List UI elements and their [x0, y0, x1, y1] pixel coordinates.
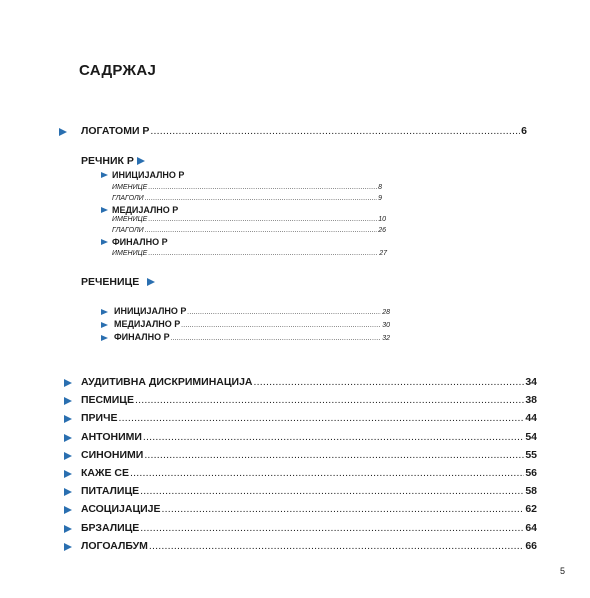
bullet-arrow-icon	[64, 543, 72, 551]
bullet-arrow-icon	[147, 278, 155, 286]
toc-entry-main[interactable]	[81, 503, 537, 515]
toc-entry-page: 38	[525, 394, 537, 406]
toc-entry-label: ИНИЦИЈАЛНО Р	[112, 170, 185, 180]
bullet-arrow-icon	[101, 335, 108, 341]
toc-entry-medijalno-glagoli[interactable]	[112, 227, 386, 234]
toc-entry-label: ИНИЦИЈАЛНО Р	[114, 306, 187, 316]
bullet-arrow-icon	[64, 397, 72, 405]
toc-entry-label: ГЛАГОЛИ	[112, 195, 144, 202]
section-heading-label: РЕЧЕНИЦЕ	[81, 276, 140, 288]
toc-entry-label: КАЖЕ СЕ	[81, 467, 129, 479]
toc-entry-page: 8	[378, 184, 382, 191]
leader-dots	[144, 449, 524, 461]
page-number: 5	[560, 566, 566, 576]
leader-dots	[148, 216, 377, 223]
bullet-arrow-icon	[59, 128, 67, 136]
toc-entry-label: ИМЕНИЦЕ	[112, 184, 148, 191]
toc-entry-label: АНТОНИМИ	[81, 431, 142, 443]
bullet-arrow-icon	[64, 452, 72, 460]
toc-entry-page: 34	[525, 376, 537, 388]
toc-entry-label: АСОЦИЈАЦИЈЕ	[81, 503, 161, 515]
toc-entry-label: БРЗАЛИЦЕ	[81, 522, 140, 534]
toc-entry-page: 55	[525, 449, 537, 461]
toc-entry-main[interactable]	[81, 540, 537, 552]
toc-entry-main[interactable]	[81, 485, 537, 497]
bullet-arrow-icon	[64, 434, 72, 442]
leader-dots	[149, 540, 524, 552]
toc-entry-label: ЛОГАТОМИ Р	[81, 125, 150, 137]
bullet-arrow-icon	[101, 239, 108, 245]
bullet-arrow-icon	[64, 470, 72, 478]
toc-entry-page: 10	[378, 216, 386, 223]
toc-entry-label: ПРИЧЕ	[81, 412, 118, 424]
toc-entry-main[interactable]	[81, 412, 537, 424]
toc-entry-page: 64	[525, 522, 537, 534]
toc-entry-page: 27	[379, 250, 387, 257]
leader-dots	[145, 227, 378, 234]
section-heading-recenice[interactable]	[81, 276, 155, 288]
toc-entry-label: АУДИТИВНА ДИСКРИМИНАЦИЈА	[81, 376, 253, 388]
toc-entry-page: 66	[525, 540, 537, 552]
toc-entry-label: ГЛАГОЛИ	[112, 227, 144, 234]
leader-dots	[148, 250, 378, 257]
leader-dots	[187, 309, 381, 316]
toc-entry-page: 6	[521, 125, 527, 137]
bullet-arrow-icon	[101, 309, 108, 315]
toc-entry-main[interactable]	[81, 449, 537, 461]
toc-entry-page: 30	[382, 322, 390, 329]
toc-entry-label: ЛОГОАЛБУМ	[81, 540, 148, 552]
toc-entry-main[interactable]	[81, 522, 537, 534]
toc-entry-label: ФИНАЛНО Р	[112, 237, 168, 247]
bullet-arrow-icon	[64, 415, 72, 423]
leader-dots	[130, 467, 524, 479]
section-heading-recnik[interactable]	[81, 155, 145, 167]
bullet-arrow-icon	[64, 525, 72, 533]
leader-dots	[145, 195, 377, 202]
toc-entry-page: 26	[378, 227, 386, 234]
toc-entry-label: ФИНАЛНО Р	[114, 332, 170, 342]
toc-entry-page: 54	[525, 431, 537, 443]
toc-entry-label: МЕДИЈАЛНО Р	[114, 319, 181, 329]
toc-entry-recenice-medijalno[interactable]	[114, 319, 390, 329]
toc-entry-recenice-finalno[interactable]	[114, 332, 390, 342]
toc-entry-label: ИМЕНИЦЕ	[112, 250, 148, 257]
toc-entry-page: 44	[525, 412, 537, 424]
toc-entry-page: 56	[525, 467, 537, 479]
leader-dots	[254, 376, 525, 388]
toc-entry-medijalno-imenice[interactable]	[112, 216, 386, 223]
toc-entry-label: ИМЕНИЦЕ	[112, 216, 148, 223]
bullet-arrow-icon	[101, 207, 108, 213]
toc-entry-page: 62	[525, 503, 537, 515]
toc-entry-recenice-inicijalno[interactable]	[114, 306, 390, 316]
toc-entry-main[interactable]	[81, 376, 537, 388]
bullet-arrow-icon	[137, 157, 145, 165]
section-heading-label: РЕЧНИК Р	[81, 155, 134, 167]
toc-entry-main[interactable]	[81, 431, 537, 443]
toc-entry-finalno-imenice[interactable]	[112, 250, 387, 257]
toc-subheading-inicijalno[interactable]	[112, 170, 184, 180]
leader-dots	[135, 394, 524, 406]
bullet-arrow-icon	[101, 322, 108, 328]
leader-dots	[140, 485, 524, 497]
bullet-arrow-icon	[101, 172, 108, 178]
leader-dots	[150, 125, 520, 137]
leader-dots	[140, 522, 524, 534]
toc-entry-label: ПЕСМИЦЕ	[81, 394, 134, 406]
leader-dots	[162, 503, 525, 515]
page-title: САДРЖАЈ	[79, 62, 157, 79]
toc-entry-inicijalno-imenice[interactable]	[112, 184, 382, 191]
leader-dots	[181, 322, 381, 329]
toc-entry-label: ПИТАЛИЦЕ	[81, 485, 140, 497]
leader-dots	[148, 184, 377, 191]
bullet-arrow-icon	[64, 506, 72, 514]
toc-entry-main[interactable]	[81, 394, 537, 406]
toc-entry-page: 9	[378, 195, 382, 202]
toc-entry-page: 32	[382, 335, 390, 342]
toc-entry-logatomi[interactable]	[81, 125, 527, 137]
bullet-arrow-icon	[64, 488, 72, 496]
leader-dots	[118, 412, 524, 424]
toc-entry-inicijalno-glagoli[interactable]	[112, 195, 382, 202]
toc-entry-page: 28	[382, 309, 390, 316]
toc-subheading-medijalno[interactable]	[112, 205, 178, 215]
toc-entry-label: СИНОНИМИ	[81, 449, 144, 461]
leader-dots	[171, 335, 382, 342]
toc-entry-page: 58	[525, 485, 537, 497]
toc-subheading-finalno[interactable]	[112, 237, 168, 247]
bullet-arrow-icon	[64, 379, 72, 387]
toc-entry-main[interactable]	[81, 467, 537, 479]
toc-entry-label: МЕДИЈАЛНО Р	[112, 205, 179, 215]
leader-dots	[143, 431, 524, 443]
